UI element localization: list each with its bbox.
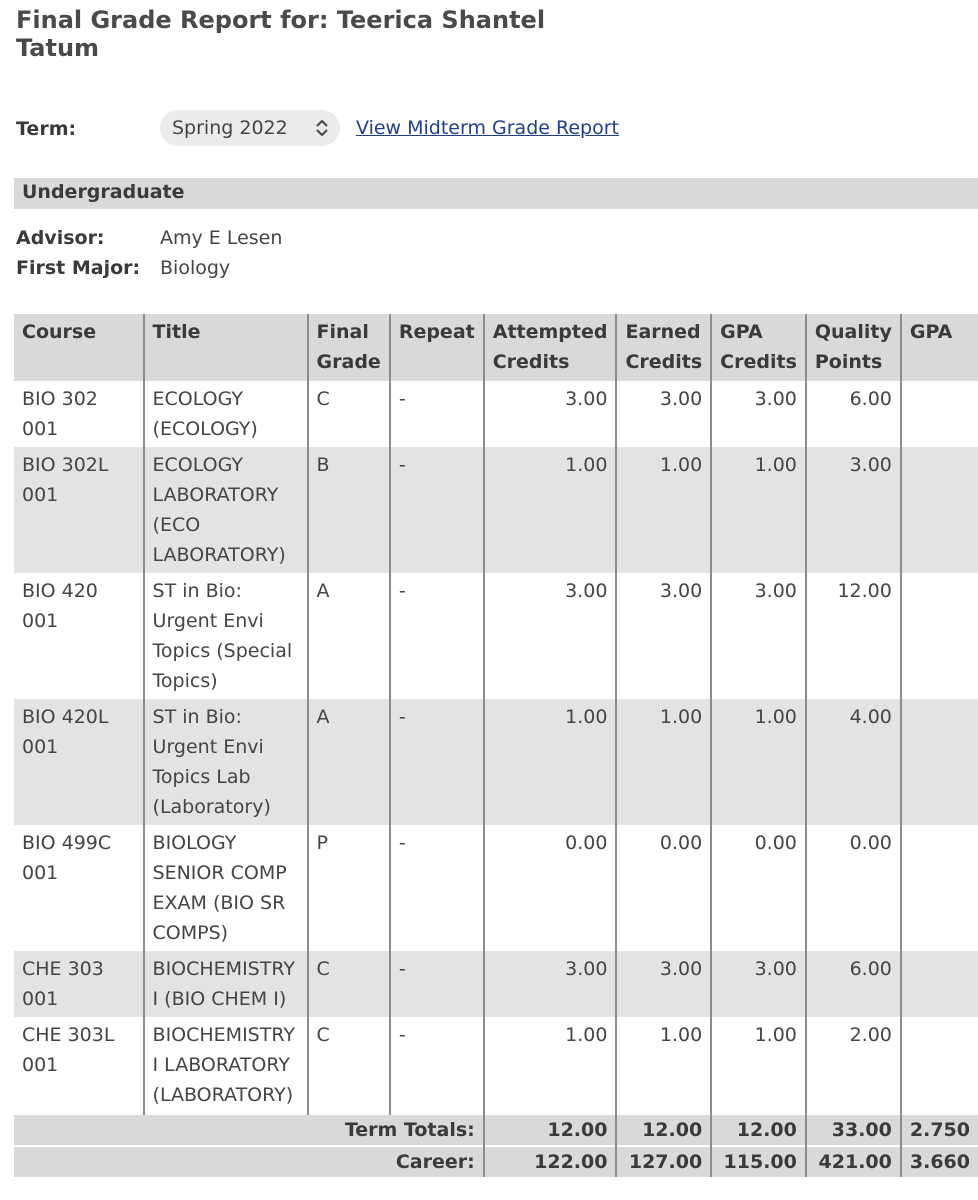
cell-final-grade: C (308, 381, 390, 447)
cell-course: BIO 302L 001 (14, 447, 144, 573)
advisor-value: Amy E Lesen (160, 227, 283, 249)
cell-course: BIO 499C 001 (22, 832, 112, 884)
advisor-label: Advisor: (16, 227, 105, 249)
cell-final-grade: A (308, 699, 390, 825)
cell-attempted-credits: 1.00 (484, 1017, 617, 1114)
term-totals-gpa: 2.750 (901, 1114, 978, 1146)
cell-attempted-credits: 0.00 (484, 825, 617, 951)
cell-gpa-credits: 1.00 (711, 447, 806, 573)
cell-quality-points: 4.00 (806, 699, 901, 825)
term-totals-gpa-credits: 12.00 (711, 1114, 806, 1146)
career-gpa-credits: 115.00 (711, 1146, 806, 1177)
cell-attempted-credits: 1.00 (484, 447, 617, 573)
cell-earned-credits: 3.00 (616, 573, 711, 699)
cell-gpa (901, 699, 978, 825)
career-attempted: 122.00 (484, 1146, 617, 1177)
advisor-row (16, 227, 616, 255)
table-row (14, 381, 978, 447)
col-header-earned-credits: Earned Credits (616, 314, 711, 381)
col-header-gpa: GPA (901, 314, 978, 381)
section-header-undergraduate: Undergraduate (14, 178, 978, 209)
cell-gpa (901, 825, 978, 951)
cell-course: BIO 302 001 (22, 388, 98, 440)
career-totals-row (14, 1146, 978, 1177)
cell-final-grade: C (308, 951, 390, 1017)
col-header-repeat: Repeat (390, 314, 484, 381)
cell-gpa-credits: 3.00 (711, 573, 806, 699)
cell-final-grade: P (308, 825, 390, 951)
cell-course: CHE 303 001 (14, 951, 144, 1017)
grades-table (14, 314, 978, 1177)
cell-title: ECOLOGY LABORATORY (ECO LABORATORY) (144, 447, 308, 573)
cell-gpa (901, 573, 978, 699)
col-header-final-grade: Final Grade (308, 314, 390, 381)
cell-earned-credits: 3.00 (616, 381, 711, 447)
col-header-gpa-credits: GPA Credits (711, 314, 806, 381)
col-header-quality-points: Quality Points (806, 314, 901, 381)
cell-gpa-credits: 0.00 (711, 825, 806, 951)
career-earned: 127.00 (616, 1146, 711, 1177)
cell-title: ST in Bio: Urgent Envi Topics Lab (Laboratory) (144, 699, 308, 825)
cell-course: BIO 420L 001 (14, 699, 144, 825)
table-row (14, 1017, 978, 1114)
cell-repeat: - (390, 951, 484, 1017)
col-header-course: Course (14, 314, 144, 381)
cell-gpa (901, 447, 978, 573)
cell-title: ST in Bio: Urgent Envi Topics (Special Topics) (144, 573, 308, 699)
cell-course: CHE 303L 001 (22, 1024, 115, 1076)
cell-quality-points: 2.00 (806, 1017, 901, 1114)
cell-gpa (901, 1017, 978, 1114)
cell-final-grade: B (308, 447, 390, 573)
cell-attempted-credits: 3.00 (484, 951, 617, 1017)
cell-title: BIOCHEMISTRY I LABORATORY (LABORATORY) (144, 1017, 308, 1114)
table-row (14, 825, 978, 951)
cell-title: ECOLOGY (ECOLOGY) (144, 381, 308, 447)
term-totals-quality-points: 33.00 (806, 1114, 901, 1146)
cell-gpa-credits: 3.00 (711, 381, 806, 447)
first-major-label: First Major: (16, 257, 141, 279)
cell-attempted-credits: 3.00 (484, 381, 617, 447)
cell-repeat: - (390, 825, 484, 951)
table-header-row (14, 314, 978, 381)
term-totals-attempted: 12.00 (484, 1114, 617, 1146)
table-row (14, 573, 978, 699)
cell-title: BIOLOGY SENIOR COMP EXAM (BIO SR COMPS) (144, 825, 308, 951)
term-row (16, 110, 976, 148)
page-title: Final Grade Report for: Teerica Shantel Tatum (16, 6, 546, 62)
cell-quality-points: 12.00 (806, 573, 901, 699)
cell-earned-credits: 0.00 (616, 825, 711, 951)
cell-earned-credits: 1.00 (616, 447, 711, 573)
term-totals-row (14, 1114, 978, 1146)
cell-attempted-credits: 1.00 (484, 699, 617, 825)
cell-gpa (901, 381, 978, 447)
term-totals-label: Term Totals: (14, 1114, 484, 1146)
cell-earned-credits: 3.00 (616, 951, 711, 1017)
cell-gpa-credits: 3.00 (711, 951, 806, 1017)
cell-repeat: - (390, 447, 484, 573)
table-row (14, 447, 978, 573)
updown-chevron-icon (314, 118, 330, 138)
cell-gpa-credits: 1.00 (711, 699, 806, 825)
cell-course: BIO 420 001 (22, 580, 98, 632)
table-row (14, 699, 978, 825)
career-label: Career: (14, 1146, 484, 1177)
col-header-title: Title (144, 314, 308, 381)
table-row (14, 951, 978, 1017)
cell-gpa-credits: 1.00 (711, 1017, 806, 1114)
cell-quality-points: 6.00 (806, 381, 901, 447)
cell-quality-points: 0.00 (806, 825, 901, 951)
first-major-value: Biology (160, 257, 231, 279)
cell-repeat: - (390, 573, 484, 699)
career-quality-points: 421.00 (806, 1146, 901, 1177)
term-totals-earned: 12.00 (616, 1114, 711, 1146)
col-header-attempted-credits: Attempted Credits (484, 314, 617, 381)
cell-earned-credits: 1.00 (616, 1017, 711, 1114)
cell-final-grade: A (308, 573, 390, 699)
cell-repeat: - (390, 1017, 484, 1114)
cell-gpa (901, 951, 978, 1017)
term-select-value: Spring 2022 (172, 117, 288, 139)
career-gpa: 3.660 (901, 1146, 978, 1177)
cell-repeat: - (390, 699, 484, 825)
cell-attempted-credits: 3.00 (484, 573, 617, 699)
cell-earned-credits: 1.00 (616, 699, 711, 825)
cell-title: BIOCHEMISTRY I (BIO CHEM I) (144, 951, 308, 1017)
cell-quality-points: 3.00 (806, 447, 901, 573)
cell-repeat: - (390, 381, 484, 447)
first-major-row (16, 257, 616, 285)
cell-final-grade: C (308, 1017, 390, 1114)
cell-quality-points: 6.00 (806, 951, 901, 1017)
view-midterm-link[interactable]: View Midterm Grade Report (356, 117, 619, 139)
term-select[interactable] (160, 110, 340, 146)
term-label: Term: (16, 118, 77, 140)
